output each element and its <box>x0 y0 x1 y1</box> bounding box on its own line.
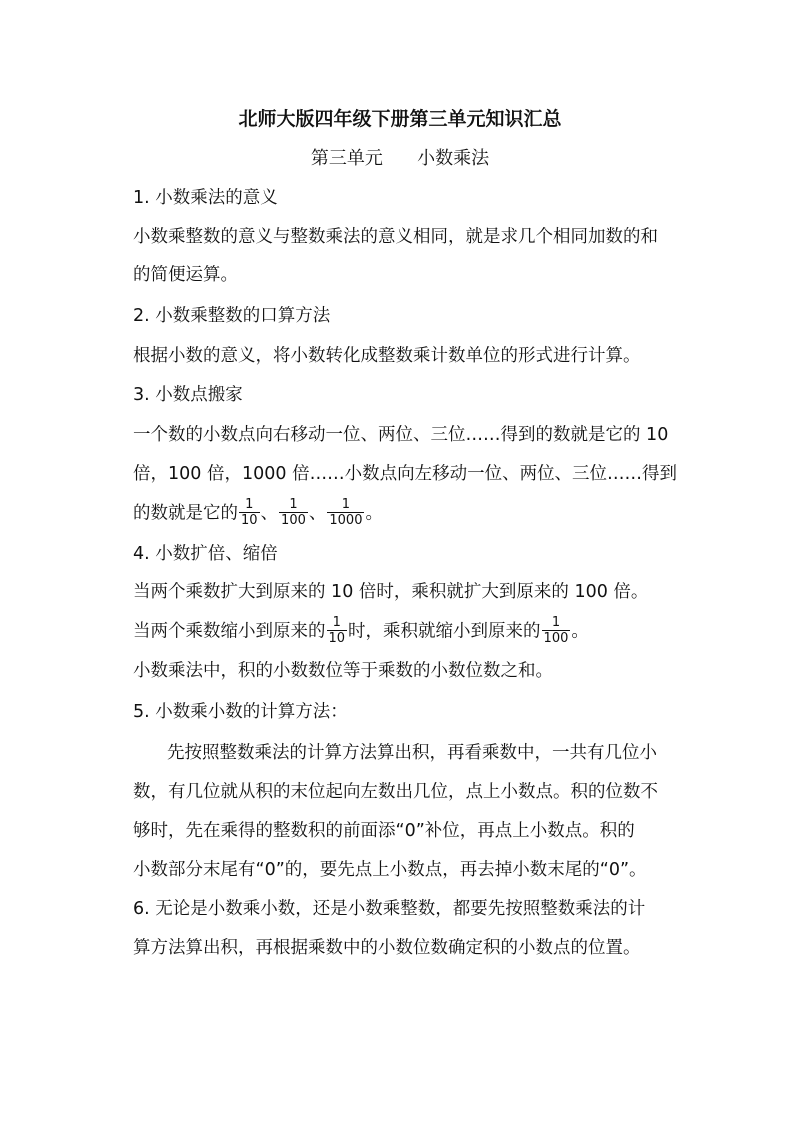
separator: 、 <box>260 503 279 524</box>
section-5-line-1: 先按照整数乘法的计算方法算出积，再看乘数中，一共有几位小 <box>167 743 657 763</box>
section-3-line-3-text: 的数就是它的 <box>133 503 238 524</box>
period: 。 <box>365 503 383 524</box>
section-5-line-2: 数，有几位就从积的末位起向左数出几位，点上小数点。积的位数不 <box>133 782 658 802</box>
section-4-line-2-text: 当两个乘数缩小到原来的 <box>133 621 326 642</box>
unit-subtitle: 第三单元 小数乘法 <box>310 148 490 169</box>
section-6-line-1: 6. 无论是小数乘小数，还是小数乘整数，都要先按照整数乘法的计 <box>133 899 646 919</box>
section-3-line-1: 一个数的小数点向右移动一位、两位、三位……得到的数就是它的 10 <box>133 425 669 445</box>
fraction-one-tenth: $\frac{1}{10}$ <box>241 497 258 528</box>
section-5-heading: 5. 小数乘小数的计算方法： <box>133 702 348 722</box>
fraction-one-hundredth: $\frac{1}{100}$ <box>281 497 306 528</box>
section-1-heading: 1. 小数乘法的意义 <box>133 188 278 208</box>
fraction-one-hundredth: $\frac{1}{100}$ <box>543 615 569 646</box>
section-1-line-1: 小数乘整数的意义与整数乘法的意义相同，就是求几个相同加数的和 <box>133 227 658 247</box>
section-5-line-4: 小数部分末尾有“0”的，要先点上小数点，再去掉小数末尾的“0”。 <box>133 860 647 880</box>
section-3-heading: 3. 小数点搬家 <box>133 385 243 405</box>
section-6-line-2: 算方法算出积，再根据乘数中的小数位数确定积的小数点的位置。 <box>133 938 641 958</box>
section-5-line-3: 够时，先在乘得的整数积的前面添“0”补位，再点上小数点。积的 <box>133 821 635 841</box>
section-2-line-1: 根据小数的意义，将小数转化成整数乘计数单位的形式进行计算。 <box>133 346 641 366</box>
fraction-one-tenth: $\frac{1}{10}$ <box>328 615 346 646</box>
section-4-line-3: 小数乘法中，积的小数数位等于乘数的小数位数之和。 <box>133 661 553 681</box>
fraction-one-thousandth: $\frac{1}{1000}$ <box>329 497 363 528</box>
section-4-line-1: 当两个乘数扩大到原来的 10 倍时，乘积就扩大到原来的 100 倍。 <box>133 582 649 602</box>
section-4-heading: 4. 小数扩倍、缩倍 <box>133 544 278 564</box>
document-title: 北师大版四年级下册第三单元知识汇总 <box>238 108 562 130</box>
period: 。 <box>571 621 589 642</box>
section-3-line-3 <box>133 498 673 529</box>
section-4-line-2-mid: 时，乘积就缩小到原来的 <box>348 621 541 642</box>
section-3-line-2: 倍，100 倍，1000 倍……小数点向左移动一位、两位、三位……得到 <box>133 464 678 484</box>
section-1-line-2: 的简便运算。 <box>133 265 238 285</box>
section-4-line-2 <box>133 616 673 647</box>
section-2-heading: 2. 小数乘整数的口算方法 <box>133 306 331 326</box>
separator: 、 <box>308 503 327 524</box>
